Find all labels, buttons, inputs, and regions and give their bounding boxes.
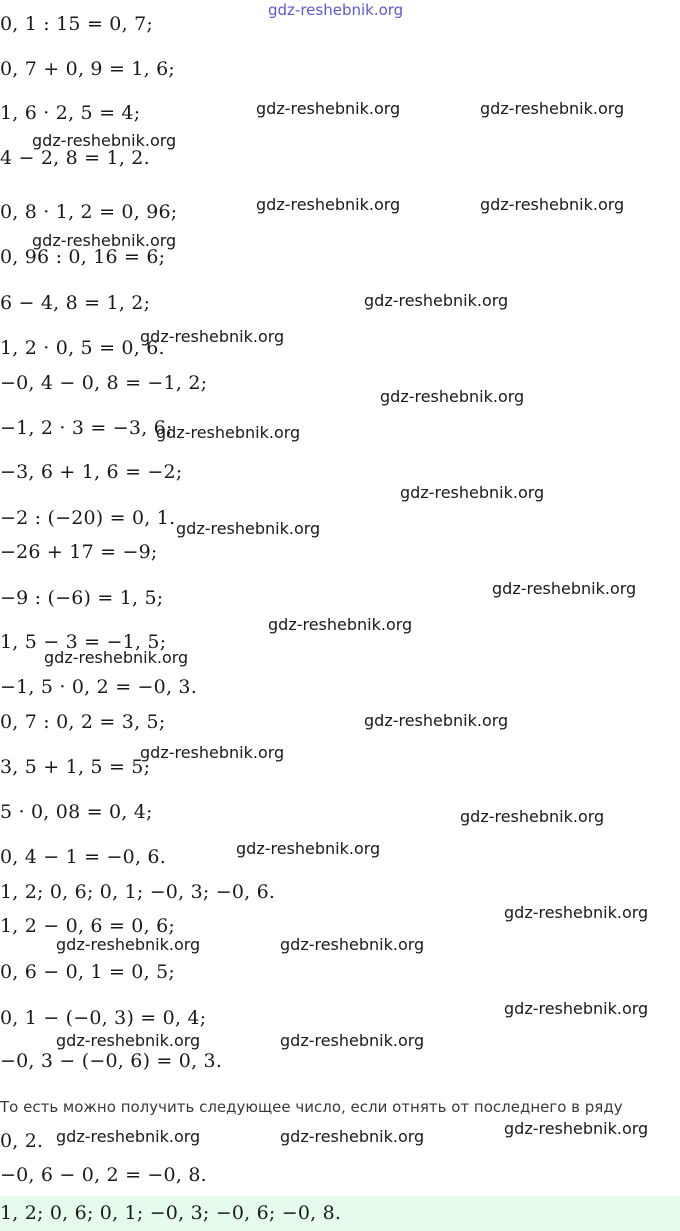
math-line-18: 3, 5 + 1, 5 = 5; (0, 756, 151, 778)
math-line-4: 4 − 2, 8 = 1, 2. (0, 147, 150, 169)
watermark: gdz-reshebnik.org (56, 1127, 201, 1146)
watermark: gdz-reshebnik.org (56, 935, 201, 954)
math-line-8: 1, 2 · 0, 5 = 0, 6. (0, 337, 165, 359)
watermark: gdz-reshebnik.org (32, 231, 177, 250)
watermark: gdz-reshebnik.org (176, 519, 321, 538)
math-line-2: 0, 7 + 0, 9 = 1, 6; (0, 58, 175, 80)
watermark: gdz-reshebnik.org (268, 615, 413, 634)
math-line-21: 1, 2; 0, 6; 0, 1; −0, 3; −0, 6. (0, 881, 276, 903)
watermark: gdz-reshebnik.org (400, 483, 545, 502)
math-line-12: −2 : (−20) = 0, 1. (0, 507, 176, 529)
watermark: gdz-reshebnik.org (480, 99, 625, 118)
watermark: gdz-reshebnik.org (504, 903, 649, 922)
watermark: gdz-reshebnik.org (364, 711, 509, 730)
watermark: gdz-reshebnik.org (156, 423, 301, 442)
site-watermark-top: gdz-reshebnik.org (268, 1, 404, 19)
watermark: gdz-reshebnik.org (56, 1031, 201, 1050)
math-line-27: −0, 6 − 0, 2 = −0, 8. (0, 1164, 207, 1186)
watermark: gdz-reshebnik.org (280, 935, 425, 954)
math-line-24: 0, 1 − (−0, 3) = 0, 4; (0, 1007, 207, 1029)
math-line-13: −26 + 17 = −9; (0, 541, 158, 563)
math-line-15: 1, 5 − 3 = −1, 5; (0, 631, 167, 653)
watermark: gdz-reshebnik.org (44, 648, 189, 667)
watermark: gdz-reshebnik.org (32, 131, 177, 150)
math-line-22: 1, 2 − 0, 6 = 0, 6; (0, 915, 175, 937)
watermark: gdz-reshebnik.org (504, 999, 649, 1018)
watermark: gdz-reshebnik.org (280, 1031, 425, 1050)
math-line-10: −1, 2 · 3 = −3, 6; (0, 417, 173, 439)
answer-line: 1, 2; 0, 6; 0, 1; −0, 3; −0, 6; −0, 8. (0, 1202, 342, 1224)
math-line-7: 6 − 4, 8 = 1, 2; (0, 292, 151, 314)
watermark: gdz-reshebnik.org (256, 99, 401, 118)
math-line-26: 0, 2. (0, 1130, 44, 1152)
math-line-20: 0, 4 − 1 = −0, 6. (0, 846, 166, 868)
watermark: gdz-reshebnik.org (504, 1119, 649, 1138)
math-line-11: −3, 6 + 1, 6 = −2; (0, 461, 183, 483)
math-line-14: −9 : (−6) = 1, 5; (0, 587, 164, 609)
watermark: gdz-reshebnik.org (460, 807, 605, 826)
watermark: gdz-reshebnik.org (492, 579, 637, 598)
watermark: gdz-reshebnik.org (480, 195, 625, 214)
math-line-6: 0, 96 : 0, 16 = 6; (0, 246, 166, 268)
watermark: gdz-reshebnik.org (256, 195, 401, 214)
math-line-19: 5 · 0, 08 = 0, 4; (0, 801, 153, 823)
math-line-9: −0, 4 − 0, 8 = −1, 2; (0, 372, 208, 394)
watermark: gdz-reshebnik.org (380, 387, 525, 406)
math-line-17: 0, 7 : 0, 2 = 3, 5; (0, 711, 166, 733)
watermark: gdz-reshebnik.org (364, 291, 509, 310)
watermark: gdz-reshebnik.org (140, 743, 285, 762)
math-line-5: 0, 8 · 1, 2 = 0, 96; (0, 201, 178, 223)
watermark: gdz-reshebnik.org (140, 327, 285, 346)
math-line-25: −0, 3 − (−0, 6) = 0, 3. (0, 1050, 223, 1072)
watermark: gdz-reshebnik.org (280, 1127, 425, 1146)
math-line-3: 1, 6 · 2, 5 = 4; (0, 102, 141, 124)
math-line-1: 0, 1 : 15 = 0, 7; (0, 13, 153, 35)
explanation-text: То есть можно получить следующее число, если отнять от последнего в ряду (0, 1098, 623, 1116)
watermark: gdz-reshebnik.org (236, 839, 381, 858)
math-line-16: −1, 5 · 0, 2 = −0, 3. (0, 676, 197, 698)
math-line-23: 0, 6 − 0, 1 = 0, 5; (0, 961, 175, 983)
